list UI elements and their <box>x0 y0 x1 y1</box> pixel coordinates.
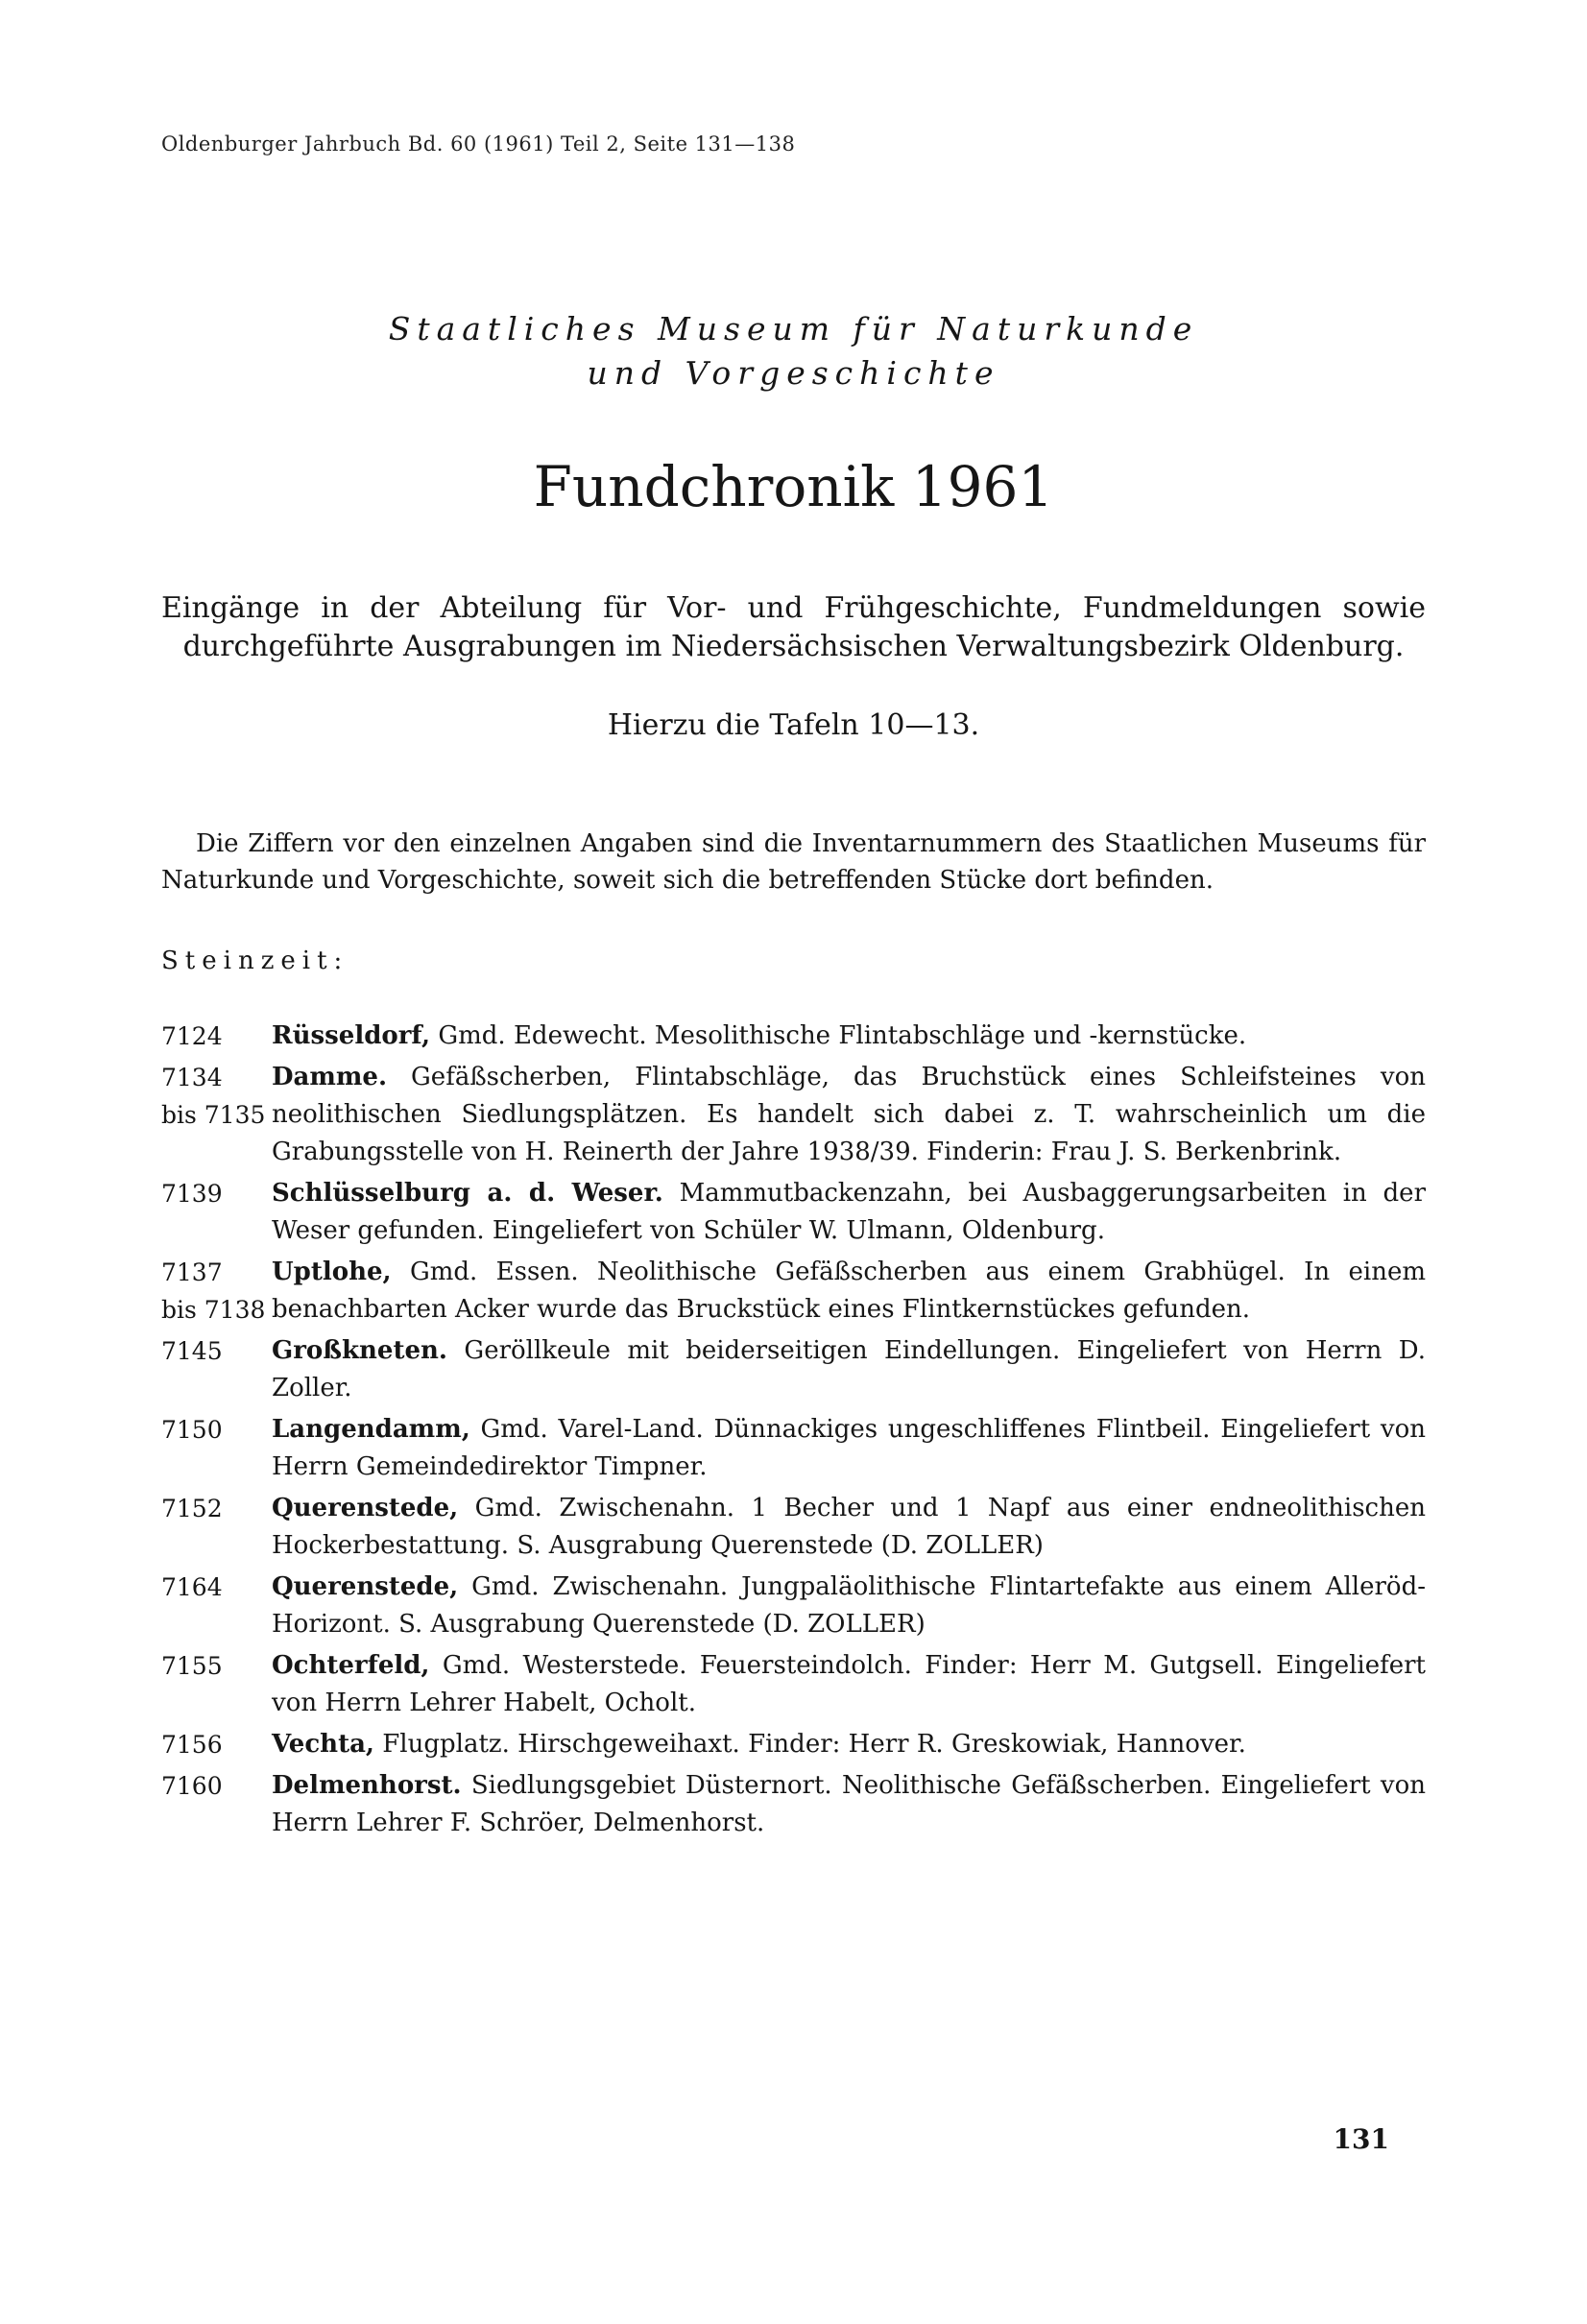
page-number: 131 <box>1333 2123 1389 2155</box>
inventory-number <box>161 1411 272 1449</box>
list-item <box>161 1018 1426 1055</box>
find-place: Uptlohe, <box>272 1258 392 1286</box>
list-item <box>161 1059 1426 1171</box>
find-place: Delmenhorst. <box>272 1771 462 1800</box>
inventory-number-start: 7124 <box>161 1022 223 1050</box>
entry-text <box>272 1726 1426 1763</box>
find-place: Rüsseldorf, <box>272 1021 431 1050</box>
find-place: Querenstede, <box>272 1572 459 1601</box>
inventory-number-end: bis 7135 <box>161 1101 266 1129</box>
find-description: Geröllkeule mit beiderseitigen Eindellungen. Eingeliefert von Herrn D. Zoller. <box>272 1336 1426 1402</box>
inventory-number-start: 7134 <box>161 1064 223 1091</box>
inventory-number <box>161 1175 272 1212</box>
inventory-number-start: 7164 <box>161 1573 223 1601</box>
entry-text <box>272 1018 1426 1055</box>
inventory-number <box>161 1647 272 1685</box>
entry-text <box>272 1767 1426 1842</box>
find-place: Großkneten. <box>272 1336 447 1365</box>
institution-line-2: und Vorgeschichte <box>587 354 1000 392</box>
institution-line-1: Staatliches Museum für Naturkunde <box>388 310 1199 347</box>
find-description: Gmd. Westerstede. Feuersteindolch. Finder: Herr M. Gutgsell. Eingeliefert von Herrn Lehrer Habelt, Ocholt. <box>272 1651 1426 1717</box>
plates-note: Hierzu die Tafeln 10—13. <box>607 708 980 742</box>
find-description: Mammutbackenzahn, bei Ausbaggerungsarbeiten in der Weser gefunden. Eingeliefert von Schüler W. Ulmann, Oldenburg. <box>272 1179 1426 1245</box>
subtitle: Eingänge in der Abteilung für Vor- und Frühgeschichte, Fundmeldungen sowie durchgeführte Ausgrabungen im Niedersächsischen Verwaltungsbezirk Oldenburg. <box>161 591 1426 663</box>
inventory-number <box>161 1726 272 1763</box>
list-item <box>161 1647 1426 1722</box>
entry-text <box>272 1647 1426 1722</box>
inventory-number <box>161 1767 272 1805</box>
find-place: Damme. <box>272 1063 388 1091</box>
inventory-number-end: bis 7138 <box>161 1296 266 1324</box>
find-description: Gmd. Zwischenahn. 1 Becher und 1 Napf aus einer endneolithischen Hockerbestattung. S. Ausgrabung Querenstede (D. ZOLLER) <box>272 1494 1426 1560</box>
entry-list <box>161 1018 1426 1842</box>
entry-text <box>272 1332 1426 1407</box>
find-place: Ochterfeld, <box>272 1651 430 1680</box>
list-item <box>161 1490 1426 1565</box>
list-item <box>161 1332 1426 1407</box>
list-item <box>161 1569 1426 1643</box>
inventory-number <box>161 1059 272 1134</box>
entry-text <box>272 1569 1426 1643</box>
find-description: Gmd. Edewecht. Mesolithische Flintabschläge und -kernstücke. <box>430 1021 1247 1050</box>
find-place: Vechta, <box>272 1730 374 1759</box>
find-description: Gmd. Essen. Neolithische Gefäßscherben aus einem Grabhügel. In einem benachbarten Acker wurde das Bruckstück eines Flintkernstückes gefunden. <box>272 1258 1426 1324</box>
find-description: Gefäßscherben, Flintabschläge, das Bruchstück eines Schleifsteines von neolithischen Siedlungsplätzen. Es handelt sich dabei z. T. wahrscheinlich um die Grabungsstelle von H. Reinerth der Jahre 1938/39. Finderin: Frau J. S. Berkenbrink. <box>272 1063 1426 1166</box>
inventory-number <box>161 1254 272 1329</box>
intro-paragraph: Die Ziffern vor den einzelnen Angaben sind die Inventarnummern des Staatlichen Museums für Naturkunde und Vorgeschichte, soweit sich die betreffenden Stücke dort befinden. <box>161 829 1426 895</box>
page-title: Fundchronik 1961 <box>533 454 1054 519</box>
entry-text <box>272 1059 1426 1171</box>
list-item <box>161 1767 1426 1842</box>
entry-text <box>272 1254 1426 1329</box>
list-item <box>161 1175 1426 1250</box>
entry-text <box>272 1175 1426 1250</box>
inventory-number-start: 7150 <box>161 1416 223 1444</box>
institution-heading <box>161 307 1426 395</box>
find-description: Gmd. Zwischenahn. Jungpaläolithische Flintartefakte aus einem Alleröd-Horizont. S. Ausgrabung Querenstede (D. ZOLLER) <box>272 1572 1426 1639</box>
find-place: Schlüsselburg a. d. Weser. <box>272 1179 663 1208</box>
inventory-number-start: 7137 <box>161 1258 223 1286</box>
list-item <box>161 1254 1426 1329</box>
inventory-number <box>161 1490 272 1527</box>
inventory-number-start: 7152 <box>161 1495 223 1522</box>
inventory-number-start: 7160 <box>161 1772 223 1800</box>
inventory-number <box>161 1569 272 1606</box>
inventory-number <box>161 1018 272 1055</box>
find-place: Langendamm, <box>272 1415 470 1444</box>
inventory-number-start: 7145 <box>161 1337 223 1365</box>
list-item <box>161 1726 1426 1763</box>
entry-text <box>272 1490 1426 1565</box>
find-description: Siedlungsgebiet Düsternort. Neolithische Gefäßscherben. Eingeliefert von Herrn Lehrer F. Schröer, Delmenhorst. <box>272 1771 1426 1837</box>
inventory-number-start: 7156 <box>161 1731 223 1759</box>
section-label: Steinzeit: <box>161 946 349 975</box>
find-description: Gmd. Varel-Land. Dünnackiges ungeschliffenes Flintbeil. Eingeliefert von Herrn Gemeindedirektor Timpner. <box>272 1415 1426 1481</box>
inventory-number <box>161 1332 272 1370</box>
running-header: Oldenburger Jahrbuch Bd. 60 (1961) Teil 2, Seite 131—138 <box>161 132 796 156</box>
find-description: Flugplatz. Hirschgeweihaxt. Finder: Herr R. Greskowiak, Hannover. <box>373 1730 1246 1759</box>
inventory-number-start: 7139 <box>161 1180 223 1208</box>
find-place: Querenstede, <box>272 1494 459 1522</box>
entry-text <box>272 1411 1426 1486</box>
list-item <box>161 1411 1426 1486</box>
inventory-number-start: 7155 <box>161 1652 223 1680</box>
